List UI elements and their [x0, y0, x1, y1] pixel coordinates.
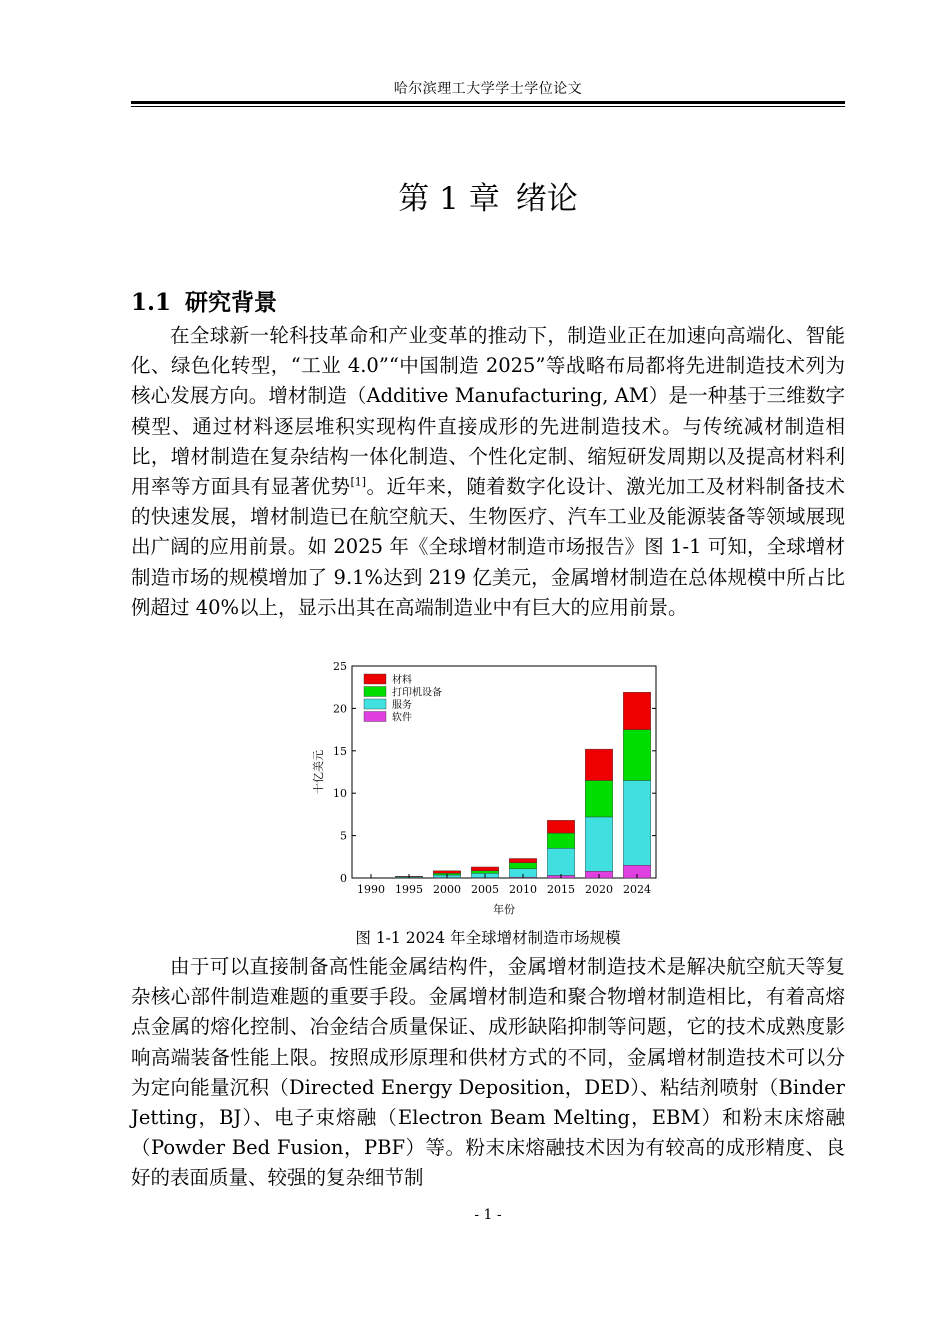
chapter-number: 第 1 章 — [398, 180, 500, 217]
paragraph-1-part-b: 。近年来，随着数字化设计、激光加工及材料制备技术的快速发展，增材制造已在航空航天、生物医疗、汽车工业及能源装备等领域展现出广阔的应用前景。如 2025 年《全球增材制造市场报告》图 1-1 可知，全球增材制造市场的规模增加了 9.1%达到 219 亿美元，金属增材制造在总体规模中所占比例超过 40%以上，显示出其在高端制造业中有巨大的应用前景。 — [131, 475, 845, 619]
x-tick-label-2020: 2020 — [585, 883, 613, 896]
bar-2015-打印机设备 — [547, 833, 574, 848]
x-tick-label-1990: 1990 — [357, 883, 385, 896]
section-heading — [131, 284, 277, 317]
y-tick-label-20: 20 — [333, 702, 347, 716]
bar-2015-材料 — [547, 820, 574, 833]
bar-2000-材料 — [433, 871, 460, 874]
bar-2010-打印机设备 — [509, 863, 536, 869]
chapter-title — [131, 173, 845, 218]
x-tick-label-2015: 2015 — [547, 883, 575, 896]
y-tick-label-15: 15 — [333, 744, 347, 758]
y-tick-label-5: 5 — [340, 829, 347, 843]
page-number: - 1 - — [474, 1207, 502, 1223]
figure-caption: 图 1-1 2024 年全球增材制造市场规模 — [355, 929, 621, 947]
bar-2010-材料 — [509, 858, 536, 862]
x-tick-label-2024: 2024 — [623, 883, 651, 896]
bar-2005-打印机设备 — [471, 871, 498, 874]
bar-2024-服务 — [623, 780, 650, 865]
legend-label-服务: 服务 — [392, 700, 412, 711]
x-tick-label-2010: 2010 — [509, 883, 537, 896]
citation-ref[interactable]: [1] — [350, 475, 367, 489]
x-axis-label: 年份 — [493, 903, 515, 916]
bar-2024-打印机设备 — [623, 730, 650, 781]
section-name: 研究背景 — [185, 289, 278, 317]
bar-2005-材料 — [471, 867, 498, 871]
legend-label-打印机设备: 打印机设备 — [392, 687, 442, 699]
y-axis-label: 十亿美元 — [312, 750, 325, 794]
paragraph-1-part-a: 在全球新一轮科技革命和产业变革的推动下，制造业正在加速向高端化、智能化、绿色化转型，“工业 4.0”“中国制造 2025”等战略布局都将先进制造技术列为核心发展方向。增材制造（Additive Manufacturing, AM）是一种基于三维数字模型、通过材料逐层堆积实现构件直接成形的先进制造技术。与传统减材制造相比，增材制造在复杂结构一体化制造、个性化定制、缩短研发周期以及提高材料利用率等方面具有显著优势 — [131, 324, 845, 499]
y-tick-label-0: 0 — [340, 872, 347, 885]
x-tick-label-2000: 2000 — [433, 883, 461, 896]
running-header: 哈尔滨理工大学学士学位论文 — [393, 81, 583, 97]
y-tick-label-10: 10 — [333, 787, 347, 801]
y-tick-label-25: 25 — [333, 660, 347, 673]
header-rule-thin — [131, 106, 845, 107]
legend-swatch-服务 — [364, 699, 386, 709]
section-number: 1.1 — [131, 289, 172, 317]
legend-swatch-软件 — [364, 712, 386, 722]
figure-1-1 — [306, 658, 670, 920]
bar-2024-材料 — [623, 692, 650, 729]
body-paragraph-1 — [131, 321, 845, 623]
bar-2020-服务 — [585, 817, 612, 871]
bar-2015-服务 — [547, 848, 574, 875]
legend-swatch-材料 — [364, 674, 386, 684]
header-rule-thick — [131, 101, 845, 104]
body-paragraph-2: 由于可以直接制备高性能金属结构件，金属增材制造技术是解决航空航天等复杂核心部件制造难题的重要手段。金属增材制造和聚合物增材制造相比，有着高熔点金属的熔化控制、冶金结合质量保证、成形缺陷抑制等问题，它的技术成熟度影响高端装备性能上限。按照成形原理和供材方式的不同，金属增材制造技术可以分为定向能量沉积（Directed Energy Deposition，DED）、粘结剂喷射（Binder Jetting，BJ）、电子束熔融（Electron Beam Melting，EBM）和粉末床熔融（Powder Bed Fusion，PBF）等。粉末床熔融技术因为有较高的成形精度、良好的表面质量、较强的复杂细节制 — [131, 955, 845, 1190]
chapter-name: 绪论 — [515, 180, 578, 217]
legend-label-材料: 材料 — [392, 675, 412, 686]
legend-label-软件: 软件 — [392, 712, 412, 724]
x-tick-label-2005: 2005 — [471, 883, 499, 896]
bar-2020-材料 — [585, 749, 612, 780]
bar-2020-打印机设备 — [585, 780, 612, 816]
legend-swatch-打印机设备 — [364, 687, 386, 697]
x-tick-label-1995: 1995 — [395, 883, 423, 896]
market-size-chart — [306, 658, 670, 920]
